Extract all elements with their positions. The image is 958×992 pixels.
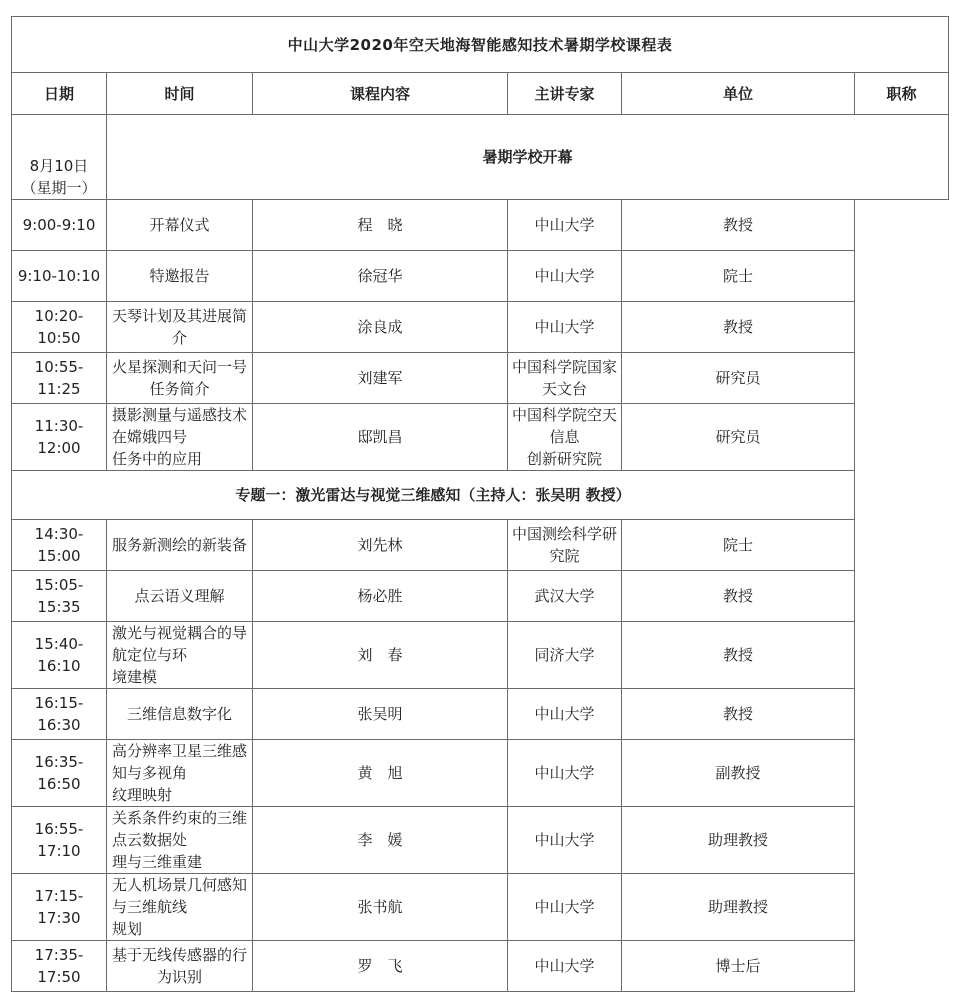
time-cell: 16:15-16:30 (12, 689, 107, 740)
rank-cell: 研究员 (622, 404, 855, 471)
rank-cell: 助理教授 (622, 874, 855, 941)
course-cell-line1: 高分辨率卫星三维感知与多视角 (112, 742, 248, 782)
table-row (12, 404, 949, 471)
course-cell-line2: 理与三维重建 (112, 853, 203, 871)
time-cell: 16:35-16:50 (12, 740, 107, 807)
course-cell (107, 874, 253, 941)
section-topic-1: 专题一：激光雷达与视觉三维感知（主持人：张吴明 教授） (12, 471, 855, 520)
course-cell (107, 200, 253, 251)
time-cell: 15:05-15:35 (12, 571, 107, 622)
unit-cell-line1: 同济大学 (534, 646, 595, 664)
table-row (12, 689, 949, 740)
unit-cell-line1: 中山大学 (534, 267, 595, 285)
section-opening: 暑期学校开幕 (107, 115, 949, 200)
time-cell: 11:30-12:00 (12, 404, 107, 471)
course-cell-line2: 纹理映射 (112, 786, 173, 804)
time-cell: 15:40-16:10 (12, 622, 107, 689)
unit-cell (508, 251, 622, 302)
speaker-cell: 杨必胜 (253, 571, 508, 622)
course-cell (107, 807, 253, 874)
header-date: 日期 (12, 73, 107, 115)
table-row (12, 571, 949, 622)
rank-cell: 教授 (622, 200, 855, 251)
unit-cell-line1: 武汉大学 (534, 587, 595, 605)
unit-cell (508, 353, 622, 404)
unit-cell-line1: 中山大学 (534, 898, 595, 916)
header-row (12, 73, 949, 115)
unit-cell-line1: 中山大学 (534, 764, 595, 782)
header-speaker: 主讲专家 (508, 73, 622, 115)
speaker-cell: 程 晓 (253, 200, 508, 251)
course-cell (107, 689, 253, 740)
course-cell-line2: 规划 (112, 920, 143, 938)
rank-cell: 研究员 (622, 353, 855, 404)
time-cell: 16:55-17:10 (12, 807, 107, 874)
unit-cell (508, 689, 622, 740)
course-cell-line1: 关系条件约束的三维点云数据处 (112, 809, 248, 849)
rank-cell: 副教授 (622, 740, 855, 807)
table-row (12, 807, 949, 874)
course-cell-line2: 任务中的应用 (112, 450, 203, 468)
course-cell-line1: 开幕仪式 (149, 216, 210, 234)
unit-cell (508, 740, 622, 807)
schedule-table (11, 16, 949, 992)
unit-cell-line1: 中山大学 (534, 705, 595, 723)
unit-cell-line1: 中山大学 (534, 318, 595, 336)
course-cell-line1: 基于无线传感器的行为识别 (111, 946, 247, 986)
page-title: 中山大学2020年空天地海智能感知技术暑期学校课程表 (12, 17, 949, 73)
speaker-cell: 刘建军 (253, 353, 508, 404)
course-cell-line1: 特邀报告 (149, 267, 210, 285)
speaker-cell: 刘先林 (253, 520, 508, 571)
rank-cell: 教授 (622, 571, 855, 622)
date-day: 8月10日 (29, 157, 89, 175)
unit-cell (508, 941, 622, 992)
unit-cell (508, 807, 622, 874)
header-course: 课程内容 (253, 73, 508, 115)
time-cell: 14:30-15:00 (12, 520, 107, 571)
unit-cell (508, 571, 622, 622)
table-row (12, 740, 949, 807)
speaker-cell: 张书航 (253, 874, 508, 941)
rank-cell: 院士 (622, 251, 855, 302)
rank-cell: 院士 (622, 520, 855, 571)
unit-cell-line1: 中国科学院空天信息 (512, 406, 618, 446)
course-cell (107, 571, 253, 622)
table-row (12, 251, 949, 302)
course-cell-line2: 境建模 (112, 668, 158, 686)
course-cell-line1: 点云语义理解 (134, 587, 225, 605)
unit-cell-line1: 中国测绘科学研究院 (512, 525, 618, 565)
rank-cell: 助理教授 (622, 807, 855, 874)
course-cell (107, 622, 253, 689)
table-row (12, 874, 949, 941)
course-cell-line1: 无人机场景几何感知与三维航线 (112, 876, 248, 916)
speaker-cell: 李 媛 (253, 807, 508, 874)
speaker-cell: 刘 春 (253, 622, 508, 689)
time-cell: 10:20-10:50 (12, 302, 107, 353)
table-row (12, 200, 949, 251)
unit-cell (508, 302, 622, 353)
unit-cell-line2: 创新研究院 (526, 450, 602, 468)
speaker-cell: 黄 旭 (253, 740, 508, 807)
unit-cell (508, 520, 622, 571)
speaker-cell: 张吴明 (253, 689, 508, 740)
header-time: 时间 (107, 73, 253, 115)
time-cell: 17:15-17:30 (12, 874, 107, 941)
unit-cell-line1: 中山大学 (534, 957, 595, 975)
speaker-cell: 罗 飞 (253, 941, 508, 992)
unit-cell-line1: 中山大学 (534, 216, 595, 234)
date-weekday: （星期一） (21, 179, 97, 197)
course-cell-line1: 服务新测绘的新装备 (111, 536, 247, 554)
course-cell (107, 520, 253, 571)
time-cell: 9:10-10:10 (12, 251, 107, 302)
unit-cell (508, 404, 622, 471)
table-row (12, 353, 949, 404)
course-cell-line1: 天琴计划及其进展简介 (111, 307, 247, 347)
table-row (12, 302, 949, 353)
course-cell-line1: 激光与视觉耦合的导航定位与环 (112, 624, 248, 664)
course-cell (107, 404, 253, 471)
time-cell: 10:55-11:25 (12, 353, 107, 404)
unit-cell (508, 622, 622, 689)
rank-cell: 博士后 (622, 941, 855, 992)
unit-cell (508, 874, 622, 941)
course-cell (107, 740, 253, 807)
course-cell-line1: 火星探测和天问一号任务简介 (111, 358, 247, 398)
unit-cell-line1: 中山大学 (534, 831, 595, 849)
course-cell (107, 353, 253, 404)
course-cell (107, 302, 253, 353)
rank-cell: 教授 (622, 302, 855, 353)
course-cell-line1: 三维信息数字化 (126, 705, 232, 723)
rank-cell: 教授 (622, 622, 855, 689)
time-cell: 9:00-9:10 (12, 200, 107, 251)
table-row (12, 941, 949, 992)
date-cell (12, 115, 107, 200)
speaker-cell: 邸凯昌 (253, 404, 508, 471)
unit-cell-line1: 中国科学院国家天文台 (512, 358, 618, 398)
rank-cell: 教授 (622, 689, 855, 740)
unit-cell (508, 200, 622, 251)
table-row (12, 622, 949, 689)
speaker-cell: 涂良成 (253, 302, 508, 353)
header-rank: 职称 (855, 73, 949, 115)
course-cell-line1: 摄影测量与遥感技术在嫦娥四号 (112, 406, 248, 446)
table-row (12, 520, 949, 571)
header-unit: 单位 (622, 73, 855, 115)
course-cell (107, 941, 253, 992)
time-cell: 17:35-17:50 (12, 941, 107, 992)
speaker-cell: 徐冠华 (253, 251, 508, 302)
course-cell (107, 251, 253, 302)
